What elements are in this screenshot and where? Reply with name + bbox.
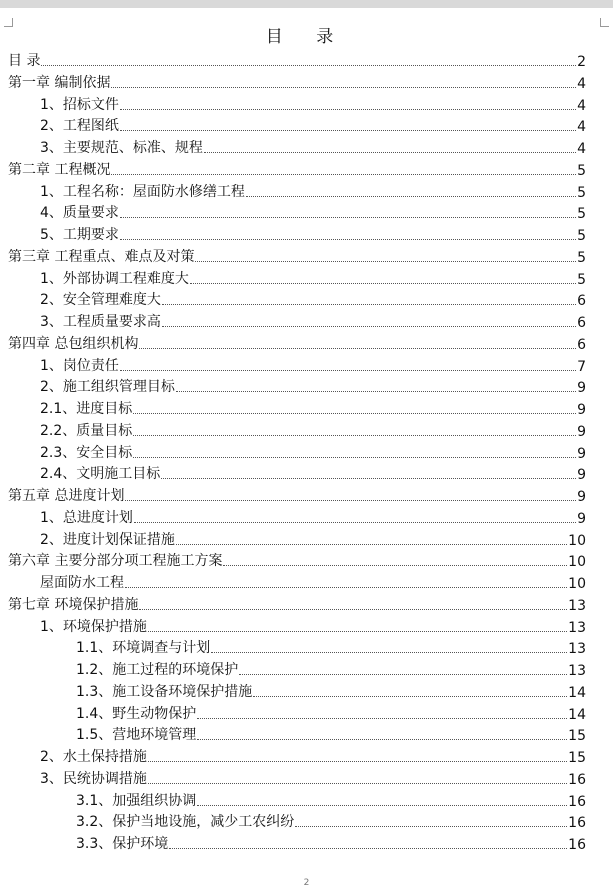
dot-leader	[125, 586, 567, 588]
toc-entry-label: 1、招标文件	[40, 96, 119, 113]
toc-entry[interactable]	[40, 529, 586, 549]
toc-entry-page: 10	[568, 532, 586, 549]
toc-entry-page: 4	[577, 119, 586, 136]
toc-entry-page: 10	[568, 576, 586, 592]
dot-leader	[120, 129, 576, 131]
toc-entry-label: 3.1、加强组织协调	[76, 792, 197, 809]
toc-entry[interactable]	[8, 485, 586, 505]
toc-entry-page: 5	[577, 271, 586, 288]
dot-leader	[239, 673, 567, 675]
dot-leader	[139, 608, 567, 610]
toc-entry-page: 5	[577, 184, 586, 201]
toc-entry-label: 1.4、野生动物保护	[76, 705, 197, 722]
toc-entry[interactable]	[40, 181, 586, 201]
document-page	[0, 8, 613, 892]
dot-leader	[120, 216, 576, 218]
toc-entry-label: 2.2、质量目标	[40, 422, 133, 439]
toc-entry-label: 1、环境保护措施	[40, 618, 147, 635]
dot-leader	[148, 630, 567, 632]
dot-leader	[253, 695, 567, 697]
toc-entry[interactable]	[76, 703, 586, 723]
toc-entry-page: 4	[577, 75, 586, 92]
dot-leader	[139, 347, 576, 349]
dot-leader	[197, 804, 567, 806]
toc-entry[interactable]	[40, 507, 586, 527]
toc-entry-label: 2、施工组织管理目标	[40, 379, 175, 396]
toc-entry[interactable]	[76, 811, 586, 831]
toc-entry[interactable]	[8, 246, 586, 266]
toc-entry-label: 3.3、保护环境	[76, 836, 169, 852]
toc-entry[interactable]	[40, 420, 586, 440]
dot-leader	[246, 195, 576, 197]
toc-entry-label: 目 录	[8, 53, 41, 69]
toc-entry[interactable]	[76, 681, 586, 701]
toc-entry-label: 1.1、环境调查与计划	[76, 640, 211, 657]
dot-leader	[295, 825, 567, 827]
toc-entry-label: 1.3、施工设备环境保护措施	[76, 683, 253, 700]
toc-entry-page: 13	[568, 597, 586, 614]
toc-entry-page: 6	[577, 336, 586, 353]
toc-entry-page: 5	[577, 228, 586, 244]
toc-entry-label: 1.5、营地环境管理	[76, 727, 197, 744]
toc-entry[interactable]	[40, 137, 586, 157]
toc-entry-label: 2、水土保持措施	[40, 749, 147, 765]
toc-entry[interactable]	[76, 659, 586, 679]
toc-entry[interactable]	[76, 790, 586, 810]
dot-leader	[197, 738, 567, 740]
toc-entry-label: 第三章 工程重点、难点及对策	[8, 248, 195, 265]
dot-leader	[133, 412, 576, 414]
toc-entry-page: 10	[568, 554, 586, 571]
toc-entry-page: 13	[568, 641, 586, 658]
dot-leader	[223, 564, 567, 566]
dot-leader	[120, 238, 576, 240]
toc-entry-page: 13	[568, 663, 586, 679]
dot-leader	[120, 369, 576, 371]
dot-leader	[133, 434, 576, 436]
toc-entry-label: 第六章 主要分部分项工程施工方案	[8, 553, 223, 570]
dot-leader	[204, 151, 576, 153]
toc-entry-label: 1、总进度计划	[40, 509, 133, 526]
toc-entry[interactable]	[40, 463, 586, 483]
toc-entry[interactable]	[8, 333, 586, 353]
toc-entry-page: 16	[568, 793, 586, 810]
toc-entry-label: 2.3、安全目标	[40, 444, 133, 461]
toc-entry-label: 1、外部协调工程难度大	[40, 270, 189, 287]
dot-leader	[161, 477, 576, 479]
toc-entry-page: 4	[577, 97, 586, 114]
toc-entry[interactable]	[76, 833, 586, 853]
toc-entry-page: 5	[577, 206, 586, 223]
dot-leader	[111, 173, 576, 175]
toc-entry-page: 5	[577, 249, 586, 266]
toc-entry[interactable]	[40, 572, 586, 592]
toc-entry[interactable]	[8, 159, 586, 179]
toc-entry-label: 第七章 环境保护措施	[8, 596, 139, 613]
toc-entry-page: 9	[577, 423, 586, 440]
dot-leader	[197, 717, 567, 719]
toc-entry-label: 屋面防水工程	[40, 575, 124, 591]
toc-entry-label: 2.4、文明施工目标	[40, 466, 161, 483]
toc-entry-page: 9	[577, 467, 586, 484]
dot-leader	[111, 86, 576, 88]
toc-entry-label: 第五章 总进度计划	[8, 488, 125, 504]
toc-entry-page: 6	[577, 315, 586, 331]
toc-entry-page: 13	[568, 619, 586, 636]
toc-entry-page: 16	[568, 771, 586, 788]
toc-entry-page: 7	[577, 358, 586, 375]
toc-entry-label: 第二章 工程概况	[8, 161, 111, 178]
toc-entry-label: 第一章 编制依据	[8, 74, 111, 91]
toc-entry[interactable]	[40, 289, 586, 309]
toc-entry-label: 4、质量要求	[40, 205, 119, 222]
dot-leader	[134, 521, 576, 523]
toc-entry[interactable]	[40, 376, 586, 396]
toc-entry[interactable]	[40, 355, 586, 375]
toc-entry-page: 15	[568, 750, 586, 766]
dot-leader	[195, 260, 576, 262]
dot-leader	[148, 782, 567, 784]
toc-entry-label: 2、工程图纸	[40, 118, 119, 135]
toc-entry-label: 1、工程名称：屋面防水修缮工程	[40, 183, 245, 200]
toc-entry-page: 16	[568, 815, 586, 832]
dot-leader	[162, 303, 576, 305]
toc-entry-page: 9	[577, 380, 586, 397]
toc-entry-page: 14	[568, 706, 586, 723]
toc-entry[interactable]	[40, 616, 586, 636]
toc-entry-label: 5、工期要求	[40, 227, 119, 243]
dot-leader	[176, 390, 576, 392]
dot-leader	[41, 64, 576, 66]
toc-entry-page: 4	[577, 141, 586, 157]
dot-leader	[125, 499, 576, 501]
toc-entry[interactable]	[76, 724, 586, 744]
toc-entry[interactable]	[40, 768, 586, 788]
dot-leader	[120, 108, 576, 110]
toc-entry-label: 3、主要规范、标准、规程	[40, 140, 203, 156]
toc-entry[interactable]	[76, 637, 586, 657]
toc-entry-label: 3.2、保护当地设施，减少工农纠纷	[76, 814, 295, 831]
dot-leader	[148, 760, 567, 762]
toc-entry-label: 3、工程质量要求高	[40, 314, 161, 330]
window-top-strip	[0, 0, 613, 8]
toc-entry[interactable]	[40, 202, 586, 222]
toc-entry[interactable]	[40, 442, 586, 462]
toc-entry-page: 6	[577, 293, 586, 310]
dot-leader	[133, 456, 576, 458]
dot-leader	[176, 543, 567, 545]
toc-entry[interactable]	[8, 550, 586, 570]
toc-entry-label: 2、安全管理难度大	[40, 292, 161, 309]
page-number-footer: 2	[303, 878, 310, 888]
toc-entry[interactable]	[40, 398, 586, 418]
toc-entry[interactable]	[8, 594, 586, 614]
toc-entry[interactable]	[8, 72, 586, 92]
toc-title: 目 录	[265, 27, 348, 47]
toc-entry-page: 9	[577, 489, 586, 505]
toc-entry-label: 3、民统协调措施	[40, 770, 147, 787]
toc-entry-page: 14	[568, 684, 586, 701]
toc-entry[interactable]	[40, 746, 586, 766]
toc-entry-label: 1、岗位责任	[40, 357, 119, 374]
toc-entry-page: 15	[568, 728, 586, 745]
toc-entry-label: 1.2、施工过程的环境保护	[76, 662, 239, 678]
toc-entry-page: 2	[577, 54, 586, 70]
toc-entry[interactable]	[40, 94, 586, 114]
dot-leader	[169, 847, 567, 849]
toc-entry[interactable]	[40, 268, 586, 288]
toc-entry-label: 2.1、进度目标	[40, 401, 133, 417]
toc-entry[interactable]	[40, 311, 586, 331]
toc-entry[interactable]	[40, 224, 586, 244]
toc-entry-page: 5	[577, 162, 586, 179]
dot-leader	[211, 651, 567, 653]
dot-leader	[190, 282, 576, 284]
toc-entry[interactable]	[8, 50, 586, 70]
dot-leader	[162, 325, 576, 327]
toc-entry-label: 2、进度计划保证措施	[40, 531, 175, 548]
toc-entry-label: 第四章 总包组织机构	[8, 335, 139, 352]
toc-entry-page: 16	[568, 837, 586, 853]
toc-entry[interactable]	[40, 115, 586, 135]
toc-entry-page: 9	[577, 402, 586, 418]
toc-entry-page: 9	[577, 445, 586, 462]
toc-entry-page: 9	[577, 510, 586, 527]
